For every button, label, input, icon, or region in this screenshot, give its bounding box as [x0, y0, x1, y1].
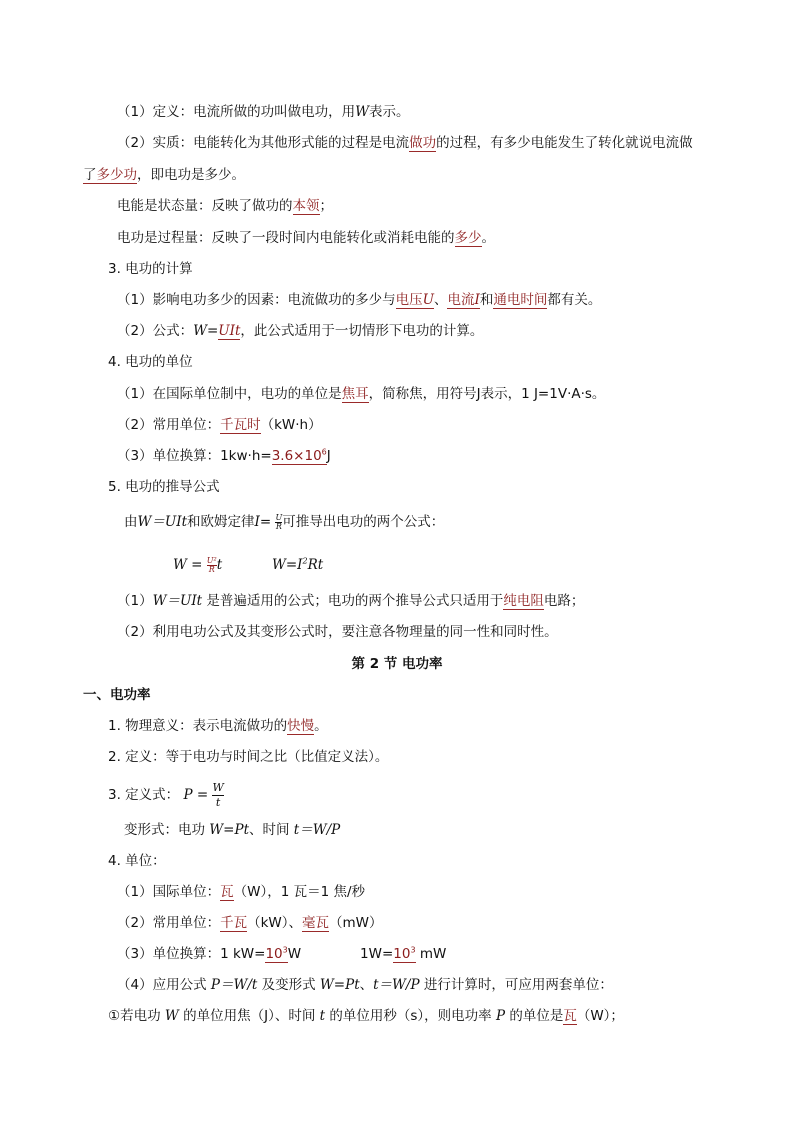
blank-answer: 纯电阻 [503, 593, 544, 609]
text: 电路； [543, 593, 585, 609]
text: （2）常用单位： [117, 417, 221, 433]
numerator: U [275, 512, 283, 522]
text: （3）单位换算：1 kW= [117, 946, 266, 962]
si-power-unit [117, 882, 365, 902]
blank-answer [393, 946, 415, 963]
text: （1） [117, 593, 153, 609]
factors-line [117, 290, 601, 310]
text: （2）公式： [117, 323, 194, 339]
text: ； [319, 198, 333, 214]
blank-answer [396, 292, 434, 309]
fraction-w-over-t [212, 781, 223, 810]
formula-w-pt: W=Pt [209, 822, 249, 838]
power-conversion [117, 944, 301, 964]
text: 和 [479, 292, 494, 308]
blank-answer [265, 946, 287, 963]
essence-line-cont [83, 165, 245, 185]
text: （4）应用公式 [117, 977, 211, 993]
symbol-p: P [495, 1008, 506, 1024]
formula-w: W＝UIt [152, 593, 203, 609]
exponent: 3 [282, 945, 288, 955]
unit-set-1-line [108, 1006, 624, 1026]
formula-p: P＝W/t [210, 977, 258, 993]
formula-w: W=I [272, 557, 303, 573]
symbol-u: U [422, 292, 434, 308]
conversion-line [117, 446, 331, 466]
symbol-w: W [164, 1008, 179, 1024]
numerator: W [212, 780, 224, 794]
text: 1W= [360, 946, 394, 962]
text: 的单位用秒（s），则电功率 [325, 1008, 496, 1024]
symbol-t: t [216, 557, 223, 573]
text: （kW）、 [247, 915, 303, 931]
text: （W），1 瓦＝1 焦/秒 [233, 884, 366, 900]
text: 和欧姆定律 [187, 514, 255, 530]
text: 的单位用焦（J）、时间 [178, 1008, 320, 1024]
blank-answer: 快慢 [287, 718, 315, 734]
text: ，简称焦，用符号J表示，1 J=1V·A·s。 [368, 386, 606, 402]
formula-line [117, 321, 483, 341]
heading-calc: 3. 电功的计算 [108, 261, 193, 277]
note-2: （2）利用电功公式及其变形公式时，要注意各物理量的同一性和同时性。 [117, 624, 558, 640]
blank-answer: 多少功 [96, 167, 137, 183]
text: 进行计算时，可应用两套单位： [419, 977, 613, 993]
text: ，此公式适用于一切情形下电功的计算。 [240, 323, 484, 339]
text: （1）定义：电流所做的功叫做电功，用 [117, 104, 356, 120]
denominator: R [208, 564, 215, 574]
blank-answer: 瓦 [563, 1008, 577, 1024]
blank-answer: 做功 [409, 135, 437, 151]
formula-t: t＝W/P [293, 822, 341, 838]
text: W [287, 946, 302, 962]
text: 的过程，有多少电能发生了转化就说电流做 [436, 135, 693, 151]
heading-derived: 5. 电功的推导公式 [108, 479, 220, 495]
blank-answer: UIt [218, 323, 241, 339]
exponent: 6 [321, 447, 327, 457]
blank-answer: 千瓦时 [220, 417, 261, 433]
text: （mW） [329, 915, 383, 931]
text: = [259, 514, 272, 530]
text: 电流 [447, 292, 475, 308]
denominator: R [275, 521, 282, 531]
power-formula-line [108, 778, 224, 812]
section-title: 第 2 节 电功率 [351, 656, 443, 672]
meaning-line [108, 716, 328, 736]
text: 都有关。 [547, 292, 602, 308]
text: 。 [481, 230, 495, 246]
denominator: t [215, 795, 221, 809]
text: 10 [265, 946, 283, 962]
text: 了 [83, 167, 97, 183]
heading-power-units: 4. 单位： [108, 853, 166, 869]
state-quantity-line [117, 196, 333, 216]
symbol-w: W [355, 104, 369, 120]
derived-formula-2 [272, 555, 323, 575]
text: 由 [124, 514, 138, 530]
exponent: 2 [302, 556, 308, 566]
blank-answer: 毫瓦 [302, 915, 330, 931]
formula-w: W＝UIt [137, 514, 188, 530]
text: 的单位是 [505, 1008, 564, 1024]
text: （1）影响电功多少的因素：电流做功的多少与 [117, 292, 396, 308]
subsection-title: 一、电功率 [83, 687, 151, 703]
essence-line [117, 133, 693, 153]
text: 电压 [395, 292, 423, 308]
text: 1. 物理意义：表示电流做功的 [108, 718, 288, 734]
text: 是普遍适用的公式；电功的两个推导公式只适用于 [202, 593, 504, 609]
text: 3.6×10 [271, 448, 322, 464]
blank-answer: 通电时间 [493, 292, 548, 308]
blank-answer: 本领 [292, 198, 320, 214]
formula-w: W = [173, 557, 203, 573]
text: （2）实质：电能转化为其他形式能的过程是电流 [117, 135, 410, 151]
blank-answer: 多少 [454, 230, 482, 246]
blank-answer: 焦耳 [341, 386, 369, 402]
blank-answer: 千瓦 [220, 915, 248, 931]
text: J [326, 448, 331, 464]
text: 、 [433, 292, 448, 308]
blank-answer: 瓦 [220, 884, 234, 900]
text: 。 [314, 718, 328, 734]
power-conversion-2 [360, 944, 446, 964]
formula-p: P = [183, 787, 209, 803]
symbol-t: t [319, 1008, 326, 1024]
blank-answer [447, 292, 479, 309]
blank-answer [272, 448, 327, 465]
two-unit-sets-line [117, 975, 613, 995]
text: （2）常用单位： [117, 915, 221, 931]
formula-rt: Rt [307, 557, 324, 573]
text: （1）国际单位： [117, 884, 221, 900]
text: 可推导出电功的两个公式： [282, 514, 445, 530]
text: 表示。 [368, 104, 410, 120]
common-unit-line [117, 415, 322, 435]
formula-w: W= [193, 323, 219, 339]
text: 及变形式 [257, 977, 320, 993]
text: （1）在国际单位制中，电功的单位是 [117, 386, 342, 402]
numerator: U² [206, 555, 217, 565]
heading-units: 4. 电功的单位 [108, 354, 193, 370]
common-power-unit [117, 913, 383, 933]
formula-t: t＝W/P [373, 977, 420, 993]
derivation-line [124, 510, 444, 534]
text: ，即电功是多少。 [137, 167, 245, 183]
text: （W）； [576, 1008, 624, 1024]
text: 10 [393, 946, 411, 962]
text: ①若电功 [108, 1008, 165, 1024]
text: 电能是状态量：反映了做功的 [117, 198, 293, 214]
symbol-i: I [254, 514, 260, 530]
text: 3. 定义式： [108, 787, 180, 803]
derived-formula-1 [173, 552, 222, 578]
text: 、 [359, 977, 374, 993]
exponent: 3 [410, 945, 416, 955]
si-unit-line [117, 384, 605, 404]
note-1 [117, 591, 584, 611]
formula-w-pt: W=Pt [319, 977, 360, 993]
variant-formula-line [124, 820, 340, 840]
definition-line [117, 102, 409, 122]
text: （3）单位换算：1kw·h= [117, 448, 272, 464]
fraction-u2-over-r [207, 557, 217, 574]
text: 、时间 [249, 822, 294, 838]
text: 电功是过程量：反映了一段时间内电能转化或消耗电能的 [117, 230, 455, 246]
symbol-i: I [474, 292, 480, 308]
definition-power: 2. 定义：等于电功与时间之比（比值定义法）。 [108, 749, 389, 765]
process-quantity-line [117, 228, 495, 248]
text: 变形式：电功 [124, 822, 210, 838]
text: （kW·h） [260, 417, 322, 433]
text: mW [415, 946, 447, 962]
